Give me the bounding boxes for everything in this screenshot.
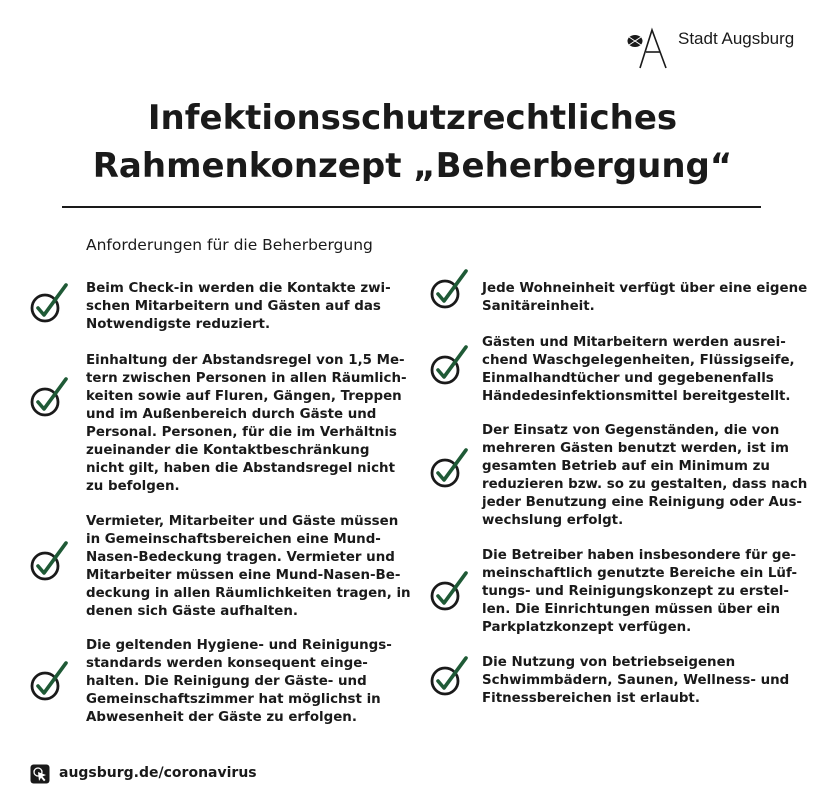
item-line: und im Außenbereich durch Gäste und bbox=[86, 407, 377, 422]
checkmark-icon bbox=[28, 540, 72, 584]
cursor-click-icon bbox=[30, 764, 50, 784]
item-line: Nasen-Bedeckung tragen. Vermieter und bbox=[86, 550, 395, 565]
item-line: Die Betreiber haben insbesondere für ge- bbox=[482, 548, 797, 563]
item-line: reduzieren bzw. so zu gestalten, dass nach bbox=[482, 477, 808, 492]
requirement-item-left-1 bbox=[86, 280, 421, 334]
page-title-line-1: Infektionsschutzrechtliches bbox=[147, 98, 678, 138]
item-line: wechslung erfolgt. bbox=[482, 513, 624, 528]
item-line: Sanitäreinheit. bbox=[482, 299, 595, 314]
footer-url[interactable]: augsburg.de/coronavirus bbox=[59, 765, 257, 781]
item-line: Personal. Personen, für die im Verhältnis bbox=[86, 425, 397, 440]
checkmark-icon bbox=[428, 447, 472, 491]
item-line: tern zwischen Personen in allen Räumlich- bbox=[86, 371, 407, 386]
item-line: zueinander die Kontaktbeschränkung bbox=[86, 443, 370, 458]
item-line: Händedesinfektionsmittel bereitgestellt. bbox=[482, 389, 791, 404]
title-divider bbox=[62, 206, 761, 208]
item-line: Der Einsatz von Gegenständen, die von bbox=[482, 423, 780, 438]
item-line: Abwesenheit der Gäste zu erfolgen. bbox=[86, 710, 357, 725]
item-line: Beim Check-in werden die Kontakte zwi- bbox=[86, 281, 391, 296]
item-line: Einmalhandtücher und gegebenenfalls bbox=[482, 371, 774, 386]
checkmark-icon bbox=[428, 570, 472, 614]
item-line: denen sich Gäste aufhalten. bbox=[86, 604, 298, 619]
requirement-item-left-2 bbox=[86, 352, 421, 496]
item-line: Notwendigste reduziert. bbox=[86, 317, 271, 332]
requirement-item-right-2 bbox=[482, 334, 795, 406]
item-line: halten. Die Reinigung der Gäste- und bbox=[86, 674, 367, 689]
item-line: Vermieter, Mitarbeiter und Gäste müssen bbox=[86, 514, 399, 529]
item-line: Gästen und Mitarbeitern werden ausrei- bbox=[482, 335, 786, 350]
pine-cone-logo-icon bbox=[626, 26, 670, 70]
item-line: nicht gilt, haben die Abstandsregel nicht bbox=[86, 461, 395, 476]
item-line: deckung in allen Räumlichkeiten tragen, in bbox=[86, 586, 411, 601]
item-line: Einhaltung der Abstandsregel von 1,5 Me- bbox=[86, 353, 405, 368]
requirement-item-right-3 bbox=[482, 422, 808, 530]
item-line: chend Waschgelegenheiten, Flüssigseife, bbox=[482, 353, 795, 368]
item-line: mehreren Gästen benutzt werden, ist im bbox=[482, 441, 789, 456]
checkmark-icon bbox=[28, 376, 72, 420]
requirement-item-left-4 bbox=[86, 637, 421, 727]
item-line: Fitnessbereichen ist erlaubt. bbox=[482, 691, 700, 706]
item-line: Die geltenden Hygiene- und Reinigungs- bbox=[86, 638, 392, 653]
logo-text: Stadt Augsburg bbox=[678, 29, 795, 48]
item-line: tungs- und Reinigungskonzept zu erstel- bbox=[482, 584, 789, 599]
checkmark-icon bbox=[428, 268, 472, 312]
item-line: zu befolgen. bbox=[86, 479, 180, 494]
checkmark-icon bbox=[428, 344, 472, 388]
requirement-item-right-1 bbox=[482, 280, 808, 316]
item-line: Die Nutzung von betriebseigenen bbox=[482, 655, 736, 670]
item-line: Mitarbeiter müssen eine Mund-Nasen-Be- bbox=[86, 568, 401, 583]
item-line: meinschaftlich genutzte Bereiche ein Lüf- bbox=[482, 566, 798, 581]
item-line: keiten sowie auf Fluren, Gängen, Treppen bbox=[86, 389, 402, 404]
item-line: jeder Benutzung eine Reinigung oder Aus- bbox=[482, 495, 802, 510]
item-line: in Gemeinschaftsbereichen eine Mund- bbox=[86, 532, 381, 547]
checkmark-icon bbox=[28, 282, 72, 326]
page-title-line-2: Rahmenkonzept „Beherbergung“ bbox=[92, 146, 733, 186]
item-line: standards werden konsequent einge- bbox=[86, 656, 368, 671]
item-line: Parkplatzkonzept verfügen. bbox=[482, 620, 692, 635]
item-line: len. Die Einrichtungen müssen über ein bbox=[482, 602, 781, 617]
item-line: schen Mitarbeitern und Gästen auf das bbox=[86, 299, 381, 314]
item-line: gesamten Betrieb auf ein Minimum zu bbox=[482, 459, 770, 474]
requirement-item-right-4 bbox=[482, 547, 798, 637]
checkmark-icon bbox=[428, 655, 472, 699]
section-heading: Anforderungen für die Beherbergung bbox=[86, 236, 373, 254]
item-line: Gemeinschaftszimmer hat möglichst in bbox=[86, 692, 381, 707]
item-line: Schwimmbädern, Saunen, Wellness- und bbox=[482, 673, 790, 688]
requirement-item-left-3 bbox=[86, 513, 421, 621]
checkmark-icon bbox=[28, 660, 72, 704]
requirement-item-right-5 bbox=[482, 654, 790, 708]
item-line: Jede Wohneinheit verfügt über eine eigene bbox=[482, 281, 808, 296]
